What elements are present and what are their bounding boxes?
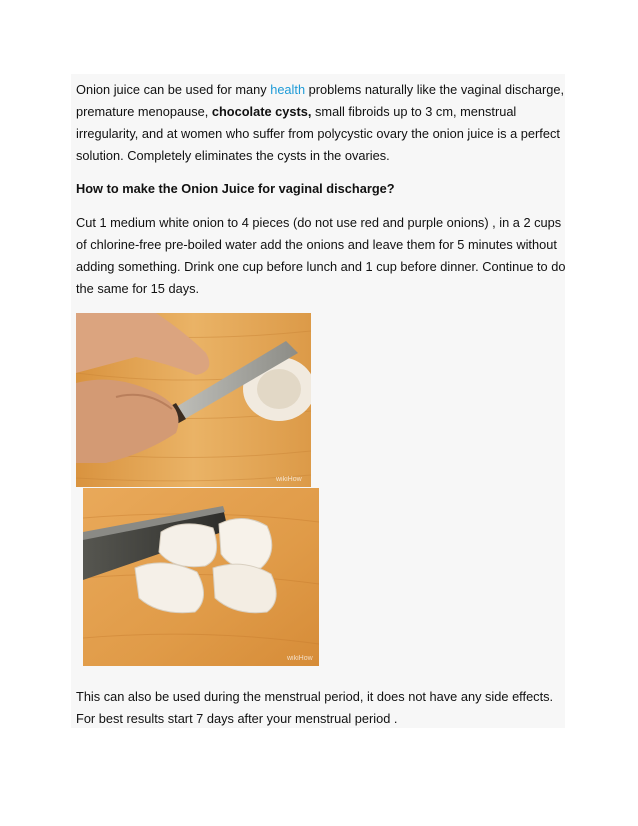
- health-link[interactable]: health: [270, 82, 306, 97]
- onion-quarters-photo: [83, 488, 319, 666]
- intro-text-continued: problems naturally like the vaginal discharge, premature menopause,: [76, 82, 564, 119]
- intro-paragraph: [76, 79, 566, 167]
- closing-paragraph: This can also be used during the menstrual period, it does not have any side effects. For best results start 7 days after your menstrual period .: [76, 689, 554, 726]
- instructions-paragraph: Cut 1 medium white onion to 4 pieces (do not use red and purple onions) , in a 2 cups of chlorine-free pre-boiled water add the onions and leave them for 5 minutes without adding something. Drink one cup before lunch and 1 cup before dinner. Continue to do the same for 15 days.: [76, 215, 566, 296]
- section-heading: How to make the Onion Juice for vaginal discharge?: [76, 181, 395, 196]
- chocolate-cysts-bold: chocolate cysts,: [211, 104, 312, 119]
- intro-text: Onion juice can be used for many: [76, 82, 271, 97]
- photo1-watermark: wikiHow: [276, 476, 302, 483]
- cutting-onion-photo: [76, 313, 311, 487]
- intro-text-end: small fibroids up to 3 cm, menstrual irregularity, and at women who suffer from polycystic ovary the onion juice is a perfect solution. Completely eliminates the cysts in the ovaries.: [76, 104, 560, 163]
- photo2-watermark: wikiHow: [287, 655, 313, 662]
